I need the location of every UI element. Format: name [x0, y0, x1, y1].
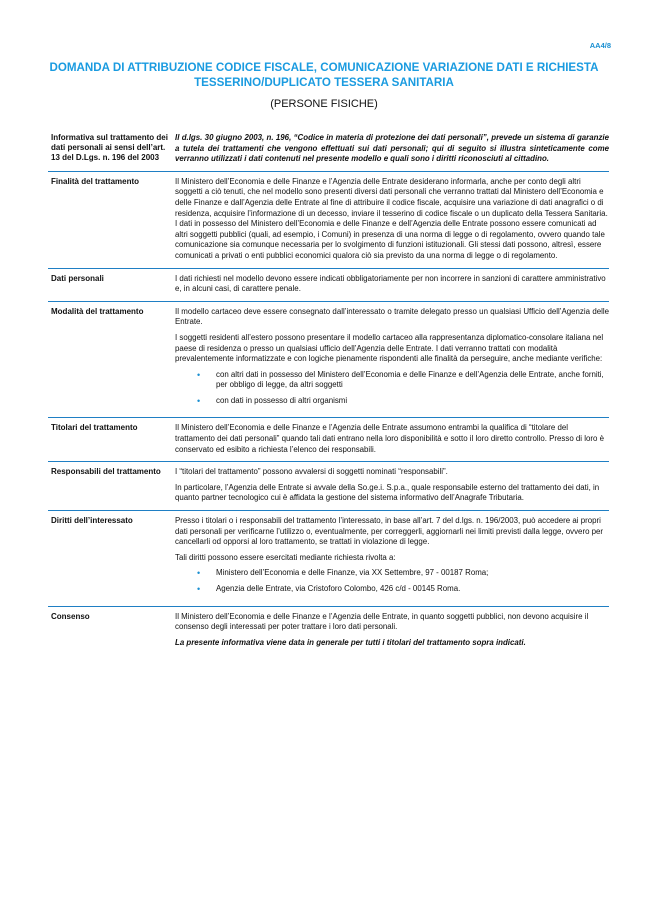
form-code: AA4/8 [589, 41, 611, 50]
row-text: I soggetti residenti all’estero possono presentare il modello cartaceo alla rappresentanza diplomatico-consolare italiana nel paese di residenza o presso un qualsiasi ufficio dell’Agenzia delle Entrate. I dati verranno trattati con modalità prevalentemente informatizzate e con logiche pienamente rispondenti alle finalità da perseguire, anche mediante verifiche: [175, 332, 604, 364]
row-modalita [48, 302, 609, 419]
row-text: Il d.lgs. 30 giugno 2003, n. 196, “Codice in materia di protezione dei dati personali”, prevede un sistema di garanzie a tutela dei trattamenti che vengono effettuati sui dati personali; qui di seguito si illustra sinteticamente come verranno utilizzati i dati contenuti nel presente modello e quali sono i diritti riconosciuti al cittadino. [175, 133, 609, 164]
row-text: I “titolari del trattamento” possono avvalersi di soggetti nominati “responsabili”. [175, 467, 448, 477]
page-title: DOMANDA DI ATTRIBUZIONE CODICE FISCALE, COMUNICAZIONE VARIAZIONE DATI E RICHIESTA TESSERINO/DUPLICATO TESSERA SANITARIA [49, 61, 599, 89]
row-diritti [48, 511, 609, 607]
row-titolari [48, 418, 609, 462]
bullet-dot-icon: • [197, 584, 201, 594]
row-label: Diritti dell’interessato [51, 516, 133, 526]
list-item: • con dati in possesso di altri organismi [197, 395, 348, 406]
row-text: Il Ministero dell’Economia e delle Finanze e l’Agenzia delle Entrate, in quanto soggetti pubblici, non devono acquisire il consenso degli interessati per poter trattare i loro dati personali. [175, 611, 589, 632]
list-item: • Agenzia delle Entrate, via Cristoforo Colombo, 426 c/d - 00145 Roma. [197, 584, 461, 594]
list-item: • con altri dati in possesso del Ministero dell’Economia e delle Finanze e dell’Agenzia delle Entrate, anche forniti, per obbligo di legge, da altri soggetti [197, 369, 604, 390]
row-text: Il modello cartaceo deve essere consegnato dall’interessato o tramite delegato presso un qualsiasi Ufficio dell’Agenzia delle Entrate. [175, 306, 609, 327]
row-responsabili [48, 462, 609, 511]
list-item: • Ministero dell’Economia e delle Finanze, via XX Settembre, 97 - 00187 Roma; [197, 568, 489, 579]
privacy-table [48, 128, 609, 654]
page-subtitle: (PERSONE FISICHE) [270, 98, 378, 110]
row-text: In particolare, l’Agenzia delle Entrate si avvale della So.ge.i. S.p.a., quale responsabile esterno del trattamento dei dati, in quanto partner tecnologico cui è affidata la gestione del sistema informativo dell’Anagrafe Tributaria. [175, 482, 600, 503]
bullet-dot-icon: • [197, 568, 201, 579]
row-text: Tali diritti possono essere esercitati mediante richiesta rivolta a: [175, 552, 396, 562]
row-label: Consenso [51, 611, 90, 621]
row-text: Il Ministero dell’Economia e delle Finanze e l’Agenzia delle Entrate assumono entrambi la qualifica di “titolare del trattamento dei dati personali” quando tali dati entrano nella loro disponibilità e sotto il loro diretto controllo. Presso di loro è conservato ed esibito a richiesta l’elenco dei responsabili. [175, 423, 604, 454]
row-finalita [48, 172, 609, 269]
bullet-list [175, 370, 609, 407]
row-text: Il Ministero dell’Economia e delle Finanze e l’Agenzia delle Entrate desiderano informarla, anche per conto degli altri soggetti a ciò tenuti, che nel modello sono presenti diversi dati personali che verranno trattati dal Ministero dell’Economia e delle Finanze e dall’Agenzia delle Entrate al fine di attribuire il codice fiscale, acquisire una variazione di dati anagrafici o di residenza, acquisire l’informazione di un decesso, inviare il tesserino di codice fiscale o un duplicato della Tessera Sanitaria. I dati in possesso del Ministero dell’Economia e delle Finanze e dell’Agenzia delle Entrate possono essere comunicati ad altri soggetti pubblici (quali, ad esempio, i Comuni) in presenza di una norma di legge o di regolamento, ovvero quando tale comunicazione sia comunque necessaria per lo svolgimento di funzioni istituzionali. Gli stessi dati possono, altresì, essere comunicati a privati o enti pubblici economici qualora ciò sia previsto da una norma di legge o di regolamento. [175, 176, 608, 260]
row-informativa [48, 128, 609, 172]
row-dati-personali [48, 269, 609, 302]
row-label: Modalità del trattamento [51, 306, 144, 316]
row-label: Titolari del trattamento [51, 423, 138, 433]
row-consenso [48, 607, 609, 655]
row-text: I dati richiesti nel modello devono essere indicati obbligatoriamente per non incorrere in sanzioni di carattere amministrativo e, in alcuni casi, di carattere penale. [175, 273, 606, 294]
row-label: Informativa sul trattamento dei dati personali ai sensi dell’art. 13 del D.Lgs. n. 196 del 2003 [51, 133, 168, 162]
row-label: Responsabili del trattamento [51, 467, 161, 477]
row-text: Presso i titolari o i responsabili del trattamento l’interessato, in base all’art. 7 del d.lgs. n. 196/2003, può accedere ai propri dati personali per verificarne l’utilizzo o, eventualmente, per correggerli, aggiornarli nei limiti previsti dalla legge, ovvero per cancellarli od opporsi al loro trattamento, se trattati in violazione di legge. [175, 516, 604, 547]
row-label: Dati personali [51, 273, 104, 283]
row-text: La presente informativa viene data in generale per tutti i titolari del trattamento sopra indicati. [175, 637, 526, 647]
bullet-dot-icon: • [197, 395, 201, 406]
bullet-list [175, 568, 609, 594]
bullet-dot-icon: • [197, 369, 201, 380]
row-label: Finalità del trattamento [51, 176, 140, 186]
